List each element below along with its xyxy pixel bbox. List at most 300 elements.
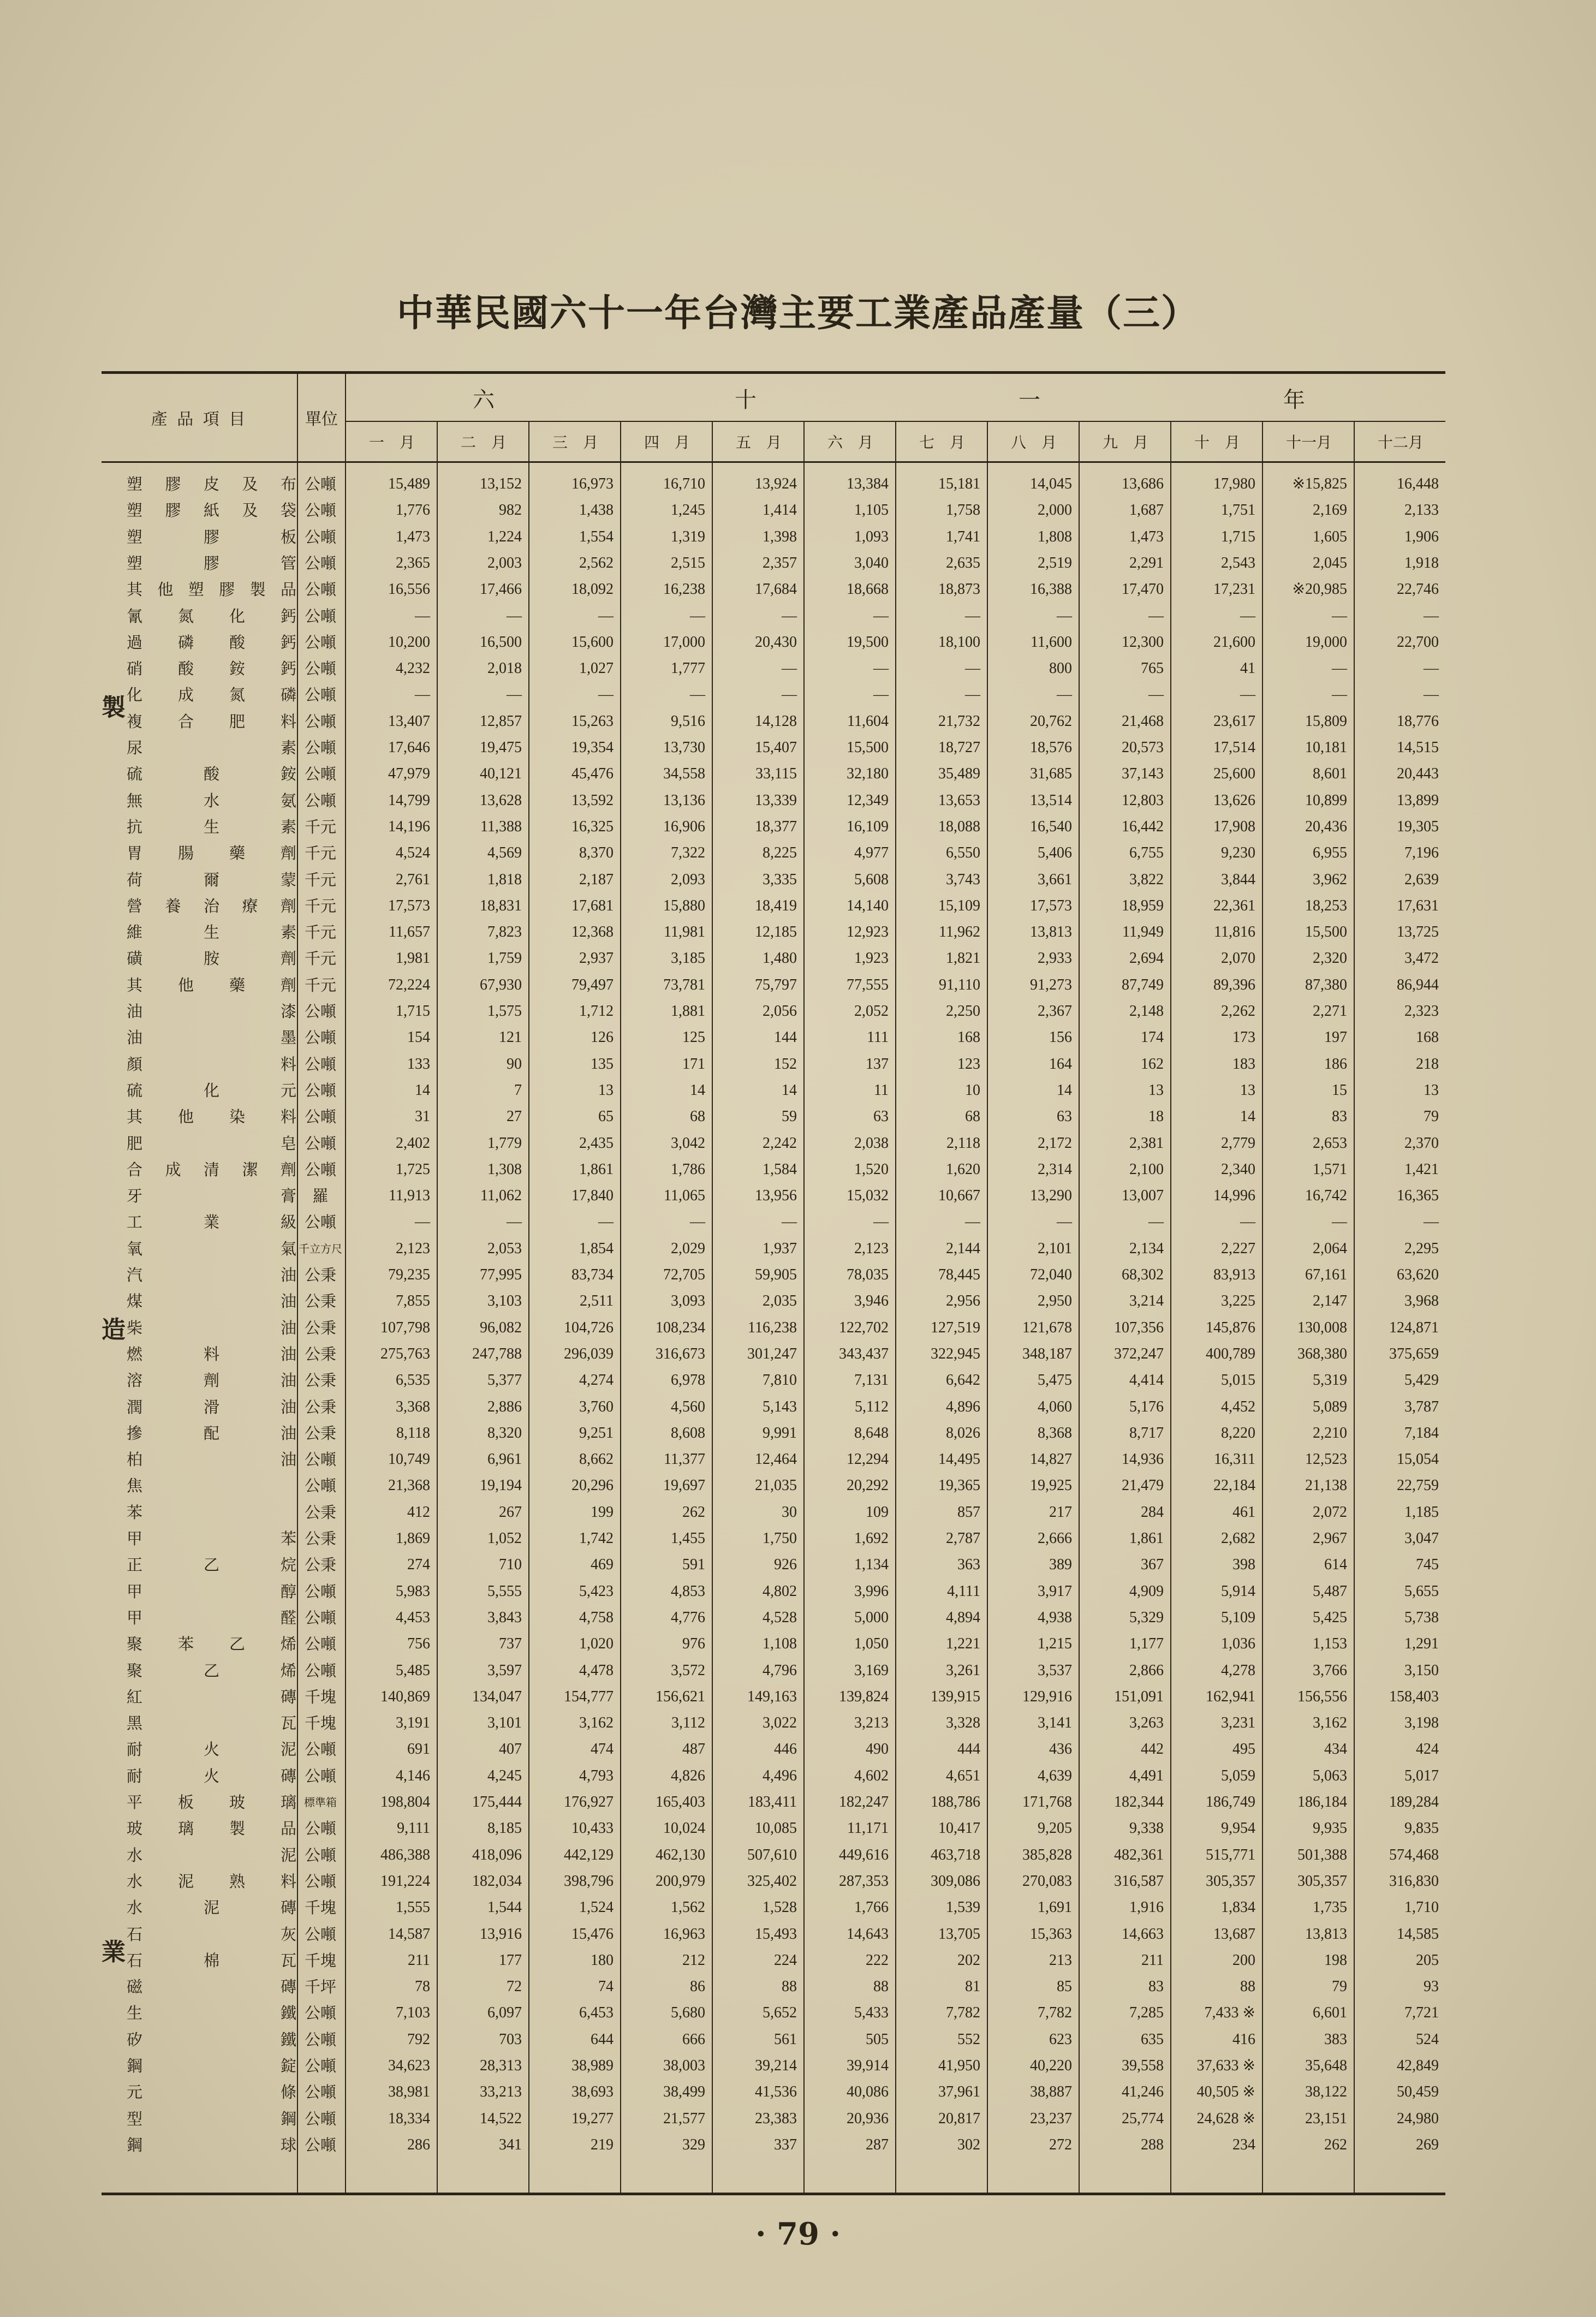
month-value-5: — — [782, 607, 797, 624]
month-value-2: 134,047 — [472, 1688, 522, 1705]
month-value-6: 505 — [866, 2030, 889, 2048]
month-value-12: 2,639 — [1404, 871, 1439, 888]
month-value-11: 186 — [1324, 1055, 1347, 1073]
month-value-2: 8,320 — [487, 1424, 522, 1442]
month-value-11: 9,935 — [1313, 1820, 1347, 1837]
month-value-5: 12,185 — [755, 924, 797, 941]
month-value-6: 12,923 — [847, 924, 889, 941]
product-name: 玻璃製品 — [127, 1819, 297, 1838]
product-unit: 公噸 — [304, 2057, 336, 2075]
month-value-1: 47,979 — [388, 765, 430, 783]
product-unit: 公噸 — [304, 527, 336, 546]
table-row — [102, 919, 1445, 945]
month-value-9: 21,468 — [1122, 712, 1164, 730]
month-value-7: 4,651 — [946, 1767, 980, 1784]
month-value-7: 6,642 — [946, 1372, 980, 1389]
month-value-2: — — [507, 1213, 522, 1231]
table-row — [102, 1921, 1445, 1947]
year-char-2: 十 — [735, 388, 757, 413]
month-value-10: 40,505 ※ — [1196, 2083, 1255, 2101]
month-value-5: 39,214 — [755, 2057, 797, 2074]
month-value-8: 19,925 — [1030, 1477, 1072, 1494]
product-name: 其他藥劑 — [127, 975, 297, 994]
table-row — [102, 2106, 1445, 2132]
month-value-4: 7,322 — [671, 844, 705, 862]
month-value-11: 2,045 — [1313, 554, 1347, 571]
month-value-2: 72 — [507, 1978, 522, 1996]
month-value-11: 1,153 — [1313, 1635, 1347, 1653]
month-value-11: 16,742 — [1305, 1187, 1347, 1205]
product-unit: 公噸 — [304, 2109, 336, 2128]
month-value-11: 197 — [1324, 1029, 1347, 1046]
month-value-2: 6,097 — [487, 2004, 522, 2022]
month-value-1: 756 — [407, 1635, 430, 1653]
month-value-1: 792 — [407, 2030, 430, 2048]
product-unit: 羅 — [312, 1187, 329, 1206]
month-value-6: 3,040 — [854, 554, 889, 571]
column-divider — [1354, 461, 1355, 2193]
month-value-8: 18,576 — [1030, 739, 1072, 756]
month-value-1: 5,983 — [396, 1582, 430, 1600]
month-value-1: 9,111 — [397, 1820, 430, 1837]
column-divider — [297, 461, 298, 2193]
month-value-1: 11,913 — [389, 1187, 430, 1205]
month-value-5: 33,115 — [755, 765, 797, 783]
production-table — [102, 371, 1445, 2195]
month-value-7: 552 — [957, 2030, 980, 2048]
product-name: 其他塑膠製品 — [127, 580, 297, 599]
month-value-10: 17,908 — [1213, 818, 1255, 835]
month-value-6: 1,766 — [854, 1899, 889, 1916]
product-name: 過磷酸鈣 — [127, 633, 297, 652]
month-value-12: 1,291 — [1404, 1635, 1439, 1653]
month-value-8: 2,367 — [1038, 1003, 1072, 1020]
month-value-9: 1,177 — [1129, 1635, 1164, 1653]
table-row — [102, 497, 1445, 523]
product-unit: 公噸 — [304, 2083, 336, 2102]
month-value-9: 372,247 — [1114, 1345, 1164, 1362]
month-value-12: — — [1424, 1213, 1439, 1231]
month-value-10: 24,628 ※ — [1196, 2110, 1255, 2127]
table-row — [102, 1658, 1445, 1684]
month-value-11: — — [1332, 607, 1347, 624]
product-unit: 公噸 — [304, 633, 336, 652]
month-value-7: 14,495 — [938, 1451, 980, 1468]
month-value-8: 85 — [1057, 1978, 1072, 1996]
month-value-7: 81 — [965, 1978, 980, 1996]
month-value-1: 1,869 — [396, 1530, 430, 1547]
month-value-12: 5,017 — [1404, 1767, 1439, 1784]
month-value-9: 21,479 — [1122, 1477, 1164, 1494]
month-value-7: 10 — [965, 1081, 980, 1099]
product-name: 油漆 — [127, 1002, 297, 1021]
month-value-8: 16,540 — [1030, 818, 1072, 835]
month-value-11: 79 — [1332, 1978, 1347, 1996]
month-value-9: 211 — [1141, 1951, 1164, 1969]
header-unit-label: 單位 — [297, 374, 346, 461]
month-value-12: 375,659 — [1389, 1345, 1439, 1362]
month-value-10: 88 — [1240, 1978, 1255, 1996]
section-label-2: 造 — [102, 1316, 126, 1344]
month-value-4: 16,238 — [663, 581, 705, 598]
month-value-12: 79 — [1424, 1108, 1439, 1125]
month-value-4: 329 — [682, 2136, 705, 2153]
product-name: 氰氮化鈣 — [127, 606, 297, 626]
month-value-5: 88 — [782, 1978, 797, 1996]
month-value-8: 16,388 — [1030, 581, 1072, 598]
month-value-6: 40,086 — [847, 2083, 889, 2101]
product-name: 硫酸銨 — [127, 765, 297, 784]
month-value-11: 368,380 — [1297, 1345, 1347, 1362]
month-value-4: — — [690, 607, 705, 624]
month-value-5: 561 — [774, 2030, 797, 2048]
month-value-7: 2,250 — [946, 1003, 980, 1020]
product-unit: 公噸 — [304, 1028, 336, 1047]
month-value-11: 156,556 — [1297, 1688, 1347, 1705]
month-value-4: 17,000 — [663, 633, 705, 651]
month-value-12: 93 — [1424, 1978, 1439, 1996]
month-value-10: 9,230 — [1221, 844, 1255, 862]
month-value-5: 9,991 — [763, 1424, 797, 1442]
month-value-12: 424 — [1416, 1741, 1439, 1758]
month-header-4: 四 月 — [620, 422, 713, 461]
column-divider — [1170, 461, 1171, 2193]
month-value-4: 16,963 — [663, 1925, 705, 1943]
table-row — [102, 1895, 1445, 1921]
month-value-2: 5,555 — [487, 1582, 522, 1600]
column-divider — [437, 461, 438, 2193]
month-value-12: 16,448 — [1397, 475, 1439, 492]
month-value-5: 2,035 — [763, 1292, 797, 1310]
month-header-1: 一 月 — [345, 422, 438, 461]
month-value-1: 72,224 — [388, 976, 430, 993]
month-value-1: — — [415, 686, 430, 704]
month-value-11: 3,162 — [1313, 1714, 1347, 1732]
month-value-11: 67,161 — [1305, 1266, 1347, 1283]
month-value-8: 1,691 — [1038, 1899, 1072, 1916]
month-value-10: 200 — [1232, 1951, 1255, 1969]
month-value-5: 4,796 — [763, 1661, 797, 1679]
month-value-2: 77,995 — [480, 1266, 522, 1283]
month-value-7: 11,962 — [939, 924, 980, 941]
product-unit: 公噸 — [304, 501, 336, 520]
product-unit: 公噸 — [304, 1107, 336, 1127]
month-value-3: 8,662 — [579, 1451, 614, 1468]
month-value-4: 487 — [682, 1741, 705, 1758]
month-value-8: 217 — [1049, 1503, 1072, 1521]
month-value-9: 17,470 — [1122, 581, 1164, 598]
month-value-2: 40,121 — [480, 765, 522, 783]
month-value-9: 5,329 — [1129, 1609, 1164, 1626]
month-value-1: 211 — [408, 1951, 430, 1969]
month-value-2: 1,575 — [487, 1003, 522, 1020]
month-value-3: 3,162 — [579, 1714, 614, 1732]
month-value-9: 41,246 — [1122, 2083, 1164, 2101]
month-value-7: 1,539 — [946, 1899, 980, 1916]
product-unit: 公噸 — [304, 765, 336, 784]
month-value-3: 20,296 — [571, 1477, 614, 1494]
table-row — [102, 1579, 1445, 1605]
month-value-8: 2,519 — [1038, 554, 1072, 571]
product-name: 聚乙烯 — [127, 1661, 297, 1680]
month-value-7: 3,261 — [946, 1661, 980, 1679]
month-value-4: 72,705 — [663, 1266, 705, 1283]
year-char-3: 一 — [1019, 388, 1040, 413]
month-value-4: 11,981 — [664, 924, 705, 941]
product-unit: 公噸 — [304, 606, 336, 626]
month-value-8: — — [1057, 686, 1072, 704]
month-value-7: 202 — [957, 1951, 980, 1969]
table-row — [102, 1868, 1445, 1895]
month-value-3: 65 — [598, 1108, 614, 1125]
month-value-7: 10,417 — [938, 1820, 980, 1837]
month-value-4: 316,673 — [656, 1345, 705, 1362]
month-value-3: 45,476 — [571, 765, 614, 783]
month-value-12: 1,918 — [1404, 554, 1439, 571]
month-value-2: — — [507, 686, 522, 704]
month-value-4: 5,680 — [671, 2004, 705, 2022]
month-value-12: 3,198 — [1404, 1714, 1439, 1732]
month-value-11: 262 — [1324, 2136, 1347, 2153]
month-value-3: 4,274 — [579, 1372, 614, 1389]
month-value-2: 2,886 — [487, 1398, 522, 1415]
month-value-11: 18,253 — [1305, 897, 1347, 914]
product-name: 硝酸銨鈣 — [127, 659, 297, 678]
month-value-11: 2,064 — [1313, 1240, 1347, 1257]
month-value-10: 1,036 — [1221, 1635, 1255, 1653]
month-value-5: 14,128 — [755, 712, 797, 730]
month-value-6: 3,996 — [854, 1582, 889, 1600]
month-value-9: 14,663 — [1122, 1925, 1164, 1943]
month-value-3: 17,840 — [571, 1187, 614, 1205]
month-header-12: 十二月 — [1354, 422, 1446, 461]
month-value-5: 1,528 — [763, 1899, 797, 1916]
month-value-3: — — [598, 607, 614, 624]
month-value-3: 1,554 — [579, 528, 614, 545]
month-value-9: 182,344 — [1114, 1794, 1164, 1810]
month-value-9: 7,285 — [1129, 2004, 1164, 2022]
product-unit: 公噸 — [304, 1635, 336, 1654]
month-value-8: 63 — [1057, 1108, 1072, 1125]
month-value-1: 17,646 — [388, 739, 430, 756]
month-value-1: 486,388 — [380, 1846, 430, 1863]
table-row — [102, 1499, 1445, 1526]
month-value-1: 191,224 — [380, 1872, 430, 1890]
month-header-5: 五 月 — [712, 422, 805, 461]
month-value-2: 16,500 — [480, 633, 522, 651]
table-row — [102, 1367, 1445, 1393]
month-value-9: 25,774 — [1122, 2110, 1164, 2127]
product-name: 尿素 — [127, 738, 297, 757]
month-value-12: 124,871 — [1389, 1319, 1439, 1336]
month-value-3: 2,562 — [579, 554, 614, 571]
month-value-2: 982 — [499, 502, 522, 519]
month-value-4: 38,003 — [663, 2057, 705, 2074]
month-value-2: 418,096 — [472, 1846, 522, 1863]
product-unit: 公噸 — [304, 1766, 336, 1785]
month-value-4: 34,558 — [663, 765, 705, 783]
month-value-10: 89,396 — [1213, 976, 1255, 993]
month-value-3: 5,423 — [579, 1582, 614, 1600]
month-value-1: 4,146 — [396, 1767, 430, 1784]
month-value-5: 15,407 — [755, 739, 797, 756]
product-unit: 千元 — [304, 949, 336, 968]
month-value-1: 286 — [407, 2136, 430, 2153]
month-value-4: 13,136 — [663, 791, 705, 809]
month-value-8: 4,639 — [1038, 1767, 1072, 1784]
month-value-8: 623 — [1049, 2030, 1072, 2048]
month-value-11: — — [1332, 660, 1347, 677]
month-value-4: — — [690, 686, 705, 704]
month-value-8: 38,887 — [1030, 2083, 1072, 2101]
month-value-1: 2,365 — [396, 554, 430, 571]
product-unit: 千元 — [304, 870, 336, 889]
month-value-11: 8,601 — [1313, 765, 1347, 783]
month-value-2: 11,388 — [480, 818, 522, 835]
month-value-10: 22,361 — [1213, 897, 1255, 914]
month-value-8: 2,950 — [1038, 1292, 1072, 1310]
month-value-4: 1,562 — [671, 1899, 705, 1916]
month-value-8: 4,060 — [1038, 1398, 1072, 1415]
column-divider — [1079, 461, 1080, 2193]
month-value-11: 5,319 — [1313, 1372, 1347, 1389]
product-unit: 公噸 — [304, 1582, 336, 1601]
month-value-10: 461 — [1232, 1503, 1255, 1521]
month-value-3: — — [598, 1213, 614, 1231]
month-value-2: 8,185 — [487, 1820, 522, 1837]
month-value-4: 1,881 — [671, 1003, 705, 1020]
product-name: 潤滑油 — [127, 1397, 297, 1416]
month-value-9: 87,749 — [1122, 976, 1164, 993]
month-value-3: 19,277 — [571, 2110, 614, 2127]
product-name: 柴油 — [127, 1318, 297, 1337]
month-value-8: 121,678 — [1022, 1319, 1072, 1336]
month-value-3: 296,039 — [564, 1345, 614, 1362]
product-name: 水泥磚 — [127, 1898, 297, 1917]
month-value-5: 23,383 — [755, 2110, 797, 2127]
month-value-6: 109 — [866, 1503, 889, 1521]
table-row — [102, 1605, 1445, 1631]
month-value-6: 1,134 — [854, 1556, 889, 1574]
month-value-11: 5,487 — [1313, 1582, 1347, 1600]
month-value-11: 10,181 — [1305, 739, 1347, 756]
month-value-7: 35,489 — [938, 765, 980, 783]
month-value-8: 14,045 — [1030, 475, 1072, 492]
month-value-4: 262 — [682, 1503, 705, 1521]
table-row — [102, 1974, 1445, 2000]
month-value-4: 3,572 — [671, 1661, 705, 1679]
month-value-3: 2,937 — [579, 950, 614, 967]
month-value-11: 15 — [1332, 1081, 1347, 1099]
month-value-3: 1,854 — [579, 1240, 614, 1257]
product-unit: 公噸 — [304, 1819, 336, 1838]
product-unit: 公秉 — [304, 1371, 336, 1390]
month-value-1: 7,103 — [396, 2004, 430, 2022]
table-row — [102, 1183, 1445, 1209]
product-name: 抗生素 — [127, 817, 297, 836]
month-value-6: 11,604 — [847, 712, 889, 730]
month-value-8: 389 — [1049, 1556, 1072, 1574]
product-name: 磺胺劑 — [127, 949, 297, 968]
month-value-8: 4,938 — [1038, 1609, 1072, 1626]
month-value-7: 3,328 — [946, 1714, 980, 1732]
month-value-11: 305,357 — [1297, 1872, 1347, 1890]
month-value-4: 591 — [682, 1556, 705, 1574]
month-value-5: 13,956 — [755, 1187, 797, 1205]
product-unit: 千塊 — [304, 1898, 336, 1917]
month-value-6: 11,171 — [847, 1820, 889, 1837]
product-name: 矽鐵 — [127, 2030, 297, 2049]
month-value-8: 13,514 — [1030, 791, 1072, 809]
product-name: 牙膏 — [127, 1187, 297, 1206]
month-value-10: 21,600 — [1213, 633, 1255, 651]
month-value-11: 35,648 — [1305, 2057, 1347, 2074]
month-value-10: 13,687 — [1213, 1925, 1255, 1943]
table-row — [102, 1684, 1445, 1710]
month-value-2: 19,194 — [480, 1477, 522, 1494]
month-value-11: 19,000 — [1305, 633, 1347, 651]
month-value-10: 145,876 — [1206, 1319, 1255, 1336]
month-value-6: 20,936 — [847, 2110, 889, 2127]
month-value-7: 1,758 — [946, 502, 980, 519]
month-value-7: — — [965, 686, 980, 704]
month-header-11: 十一月 — [1262, 422, 1355, 461]
month-value-11: 1,605 — [1313, 528, 1347, 545]
month-value-9: 1,687 — [1129, 502, 1164, 519]
month-value-11: 2,169 — [1313, 502, 1347, 519]
month-value-6: 63 — [873, 1108, 889, 1125]
month-value-5: 446 — [774, 1741, 797, 1758]
month-value-1: 14,799 — [388, 791, 430, 809]
product-name: 摻配油 — [127, 1423, 297, 1443]
product-name: 柏油 — [127, 1450, 297, 1469]
product-unit: 公秉 — [304, 1503, 336, 1522]
month-value-4: 16,710 — [663, 475, 705, 492]
month-value-1: 2,761 — [396, 871, 430, 888]
month-value-4: 1,245 — [671, 502, 705, 519]
month-value-12: 17,631 — [1397, 897, 1439, 914]
month-value-4: 10,024 — [663, 1820, 705, 1837]
month-value-10: 17,980 — [1213, 475, 1255, 492]
product-unit: 公秉 — [304, 1529, 336, 1548]
month-value-10: 2,262 — [1221, 1003, 1255, 1020]
column-divider — [1262, 461, 1263, 2193]
table-row — [102, 1473, 1445, 1499]
month-header-3: 三 月 — [528, 422, 621, 461]
month-value-2: — — [507, 607, 522, 624]
month-value-2: 12,857 — [480, 712, 522, 730]
product-unit: 公噸 — [304, 1608, 336, 1627]
month-value-6: — — [873, 660, 889, 677]
month-value-11: 2,271 — [1313, 1003, 1347, 1020]
month-value-6: 3,169 — [854, 1661, 889, 1679]
product-unit: 千元 — [304, 844, 336, 863]
table-row — [102, 524, 1445, 550]
month-value-1: 17,573 — [388, 897, 430, 914]
table-row — [102, 893, 1445, 919]
month-value-8: 20,762 — [1030, 712, 1072, 730]
table-row — [102, 788, 1445, 814]
month-value-12: 168 — [1416, 1029, 1439, 1046]
month-value-6: 5,000 — [854, 1609, 889, 1626]
month-value-12: 269 — [1416, 2136, 1439, 2153]
month-value-8: 40,220 — [1030, 2057, 1072, 2074]
month-value-11: 2,147 — [1313, 1292, 1347, 1310]
month-value-1: 1,473 — [396, 528, 430, 545]
month-value-11: 3,766 — [1313, 1661, 1347, 1679]
month-value-4: 86 — [690, 1978, 705, 1996]
month-value-3: 3,760 — [579, 1398, 614, 1415]
